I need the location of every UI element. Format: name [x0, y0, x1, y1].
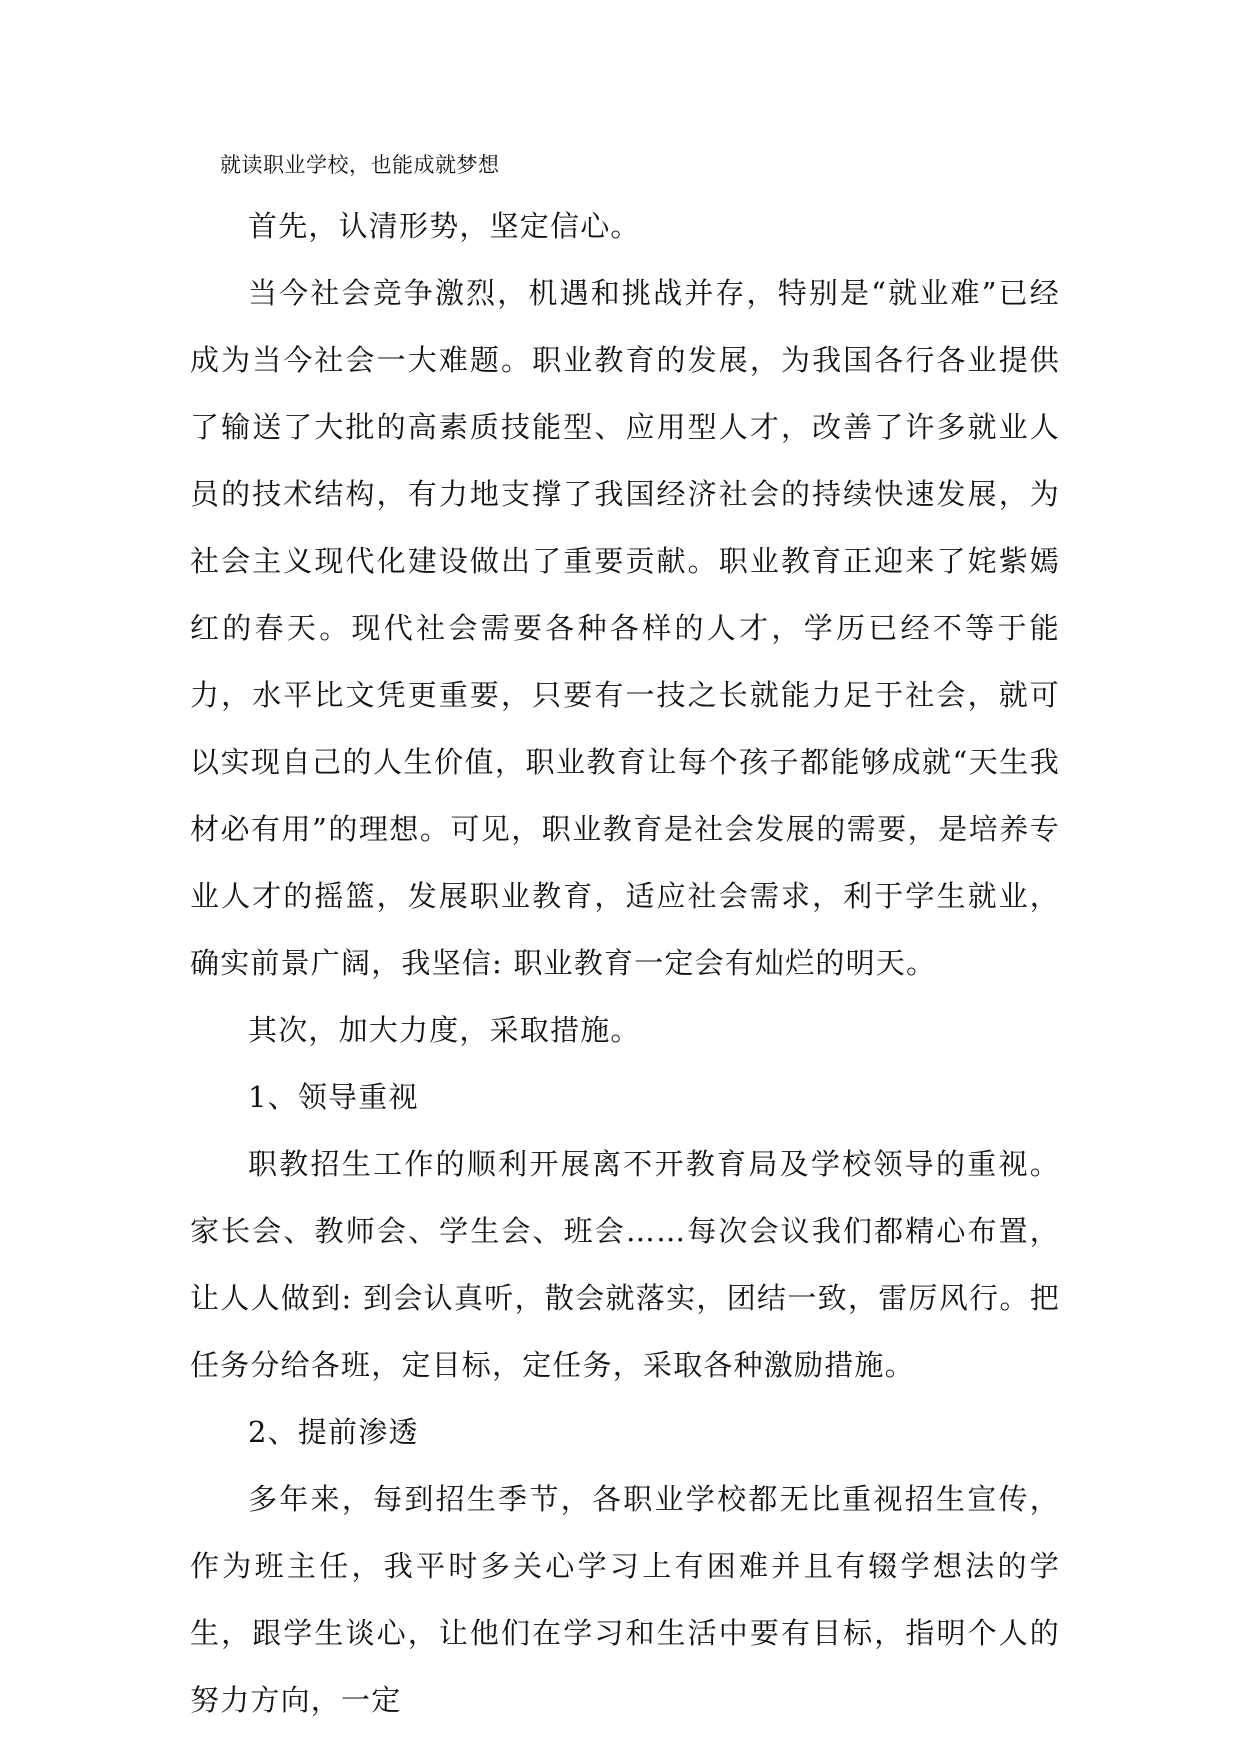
paragraph-1: 首先，认清形势，坚定信心。	[248, 209, 641, 243]
document-heading: 就读职业学校，也能成就梦想	[220, 153, 500, 177]
paragraph-2: 当今社会竞争激烈，机遇和挑战并存，特别是“就业难”已经成为当今社会一大难题。职业教育的发展，为我国各行各业提供了输送了大批的高素质技能型、应用型人才，改善了许多就业人员的技术结构，有力地支撑了我国经济社会的持续快速发展，为社会主义现代化建设做出了重要贡献。职业教育正迎来了姹紫嫣红的春天。现代社会需要各种各样的人才，学历已经不等于能力，水平比文凭更重要，只要有一技之长就能力足于社会，就可以实现自己的人生价值，职业教育让每个孩子都能够成就“天生我材必有用”的理想。可见，职业教育是社会发展的需要，是培养专业人才的摇篮，发展职业教育，适应社会需求，利于学生就业，确实前景广阔，我坚信: 职业教育一定会有灿烂的明天。	[190, 276, 1060, 980]
document-body	[190, 193, 1060, 1734]
paragraph-3: 其次，加大力度，采取措施。	[248, 1013, 641, 1047]
paragraph-5: 职教招生工作的顺利开展离不开教育局及学校领导的重视。家长会、教师会、学生会、班会……每次会议我们都精心布置，让人人做到: 到会认真听，散会就落实，团结一致，雷厉风行。把任务分给各班，定目标，定任务，采取各种激励措施。	[190, 1147, 1060, 1382]
paragraph-6: 2、提前渗透	[248, 1415, 419, 1449]
paragraph-7: 多年来，每到招生季节，各职业学校都无比重视招生宣传，作为班主任，我平时多关心学习上有困难并且有辍学想法的学生，跟学生谈心，让他们在学习和生活中要有目标，指明个人的努力方向，一定	[190, 1482, 1060, 1717]
paragraph-4: 1、领导重视	[248, 1080, 419, 1114]
